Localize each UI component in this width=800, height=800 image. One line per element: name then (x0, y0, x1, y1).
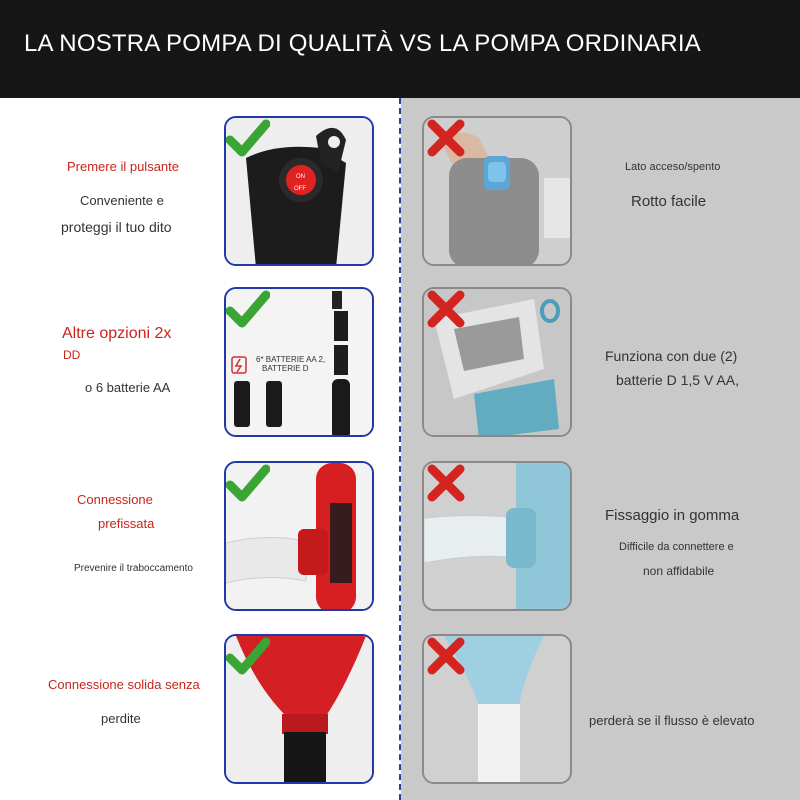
check-icon (226, 463, 270, 503)
row4-quality-pump-photo (224, 634, 374, 784)
row2-right-line1: Funziona con due (2) (605, 348, 738, 364)
row2-left-line1: o 6 batterie AA (85, 380, 171, 395)
row4-right-line1: perderà se il flusso è elevato (589, 713, 755, 728)
check-icon (226, 118, 270, 158)
row1-left-line1: Conveniente e (80, 193, 164, 208)
row2-left-heading: Altre opzioni 2x (62, 325, 172, 342)
row2-left-heading2: DD (63, 348, 81, 362)
page-title: LA NOSTRA POMPA DI QUALITÀ VS LA POMPA ORDINARIA (24, 30, 701, 57)
off-label: OFF (294, 186, 306, 192)
battery-caption-2: BATTERIE D (262, 364, 309, 373)
row1-quality-pump-photo (224, 116, 374, 266)
battery-caption-1: 6* BATTERIE AA 2, (256, 355, 326, 364)
header-bar (0, 0, 800, 98)
check-icon (226, 289, 270, 329)
row1-right-line1: Rotto facile (631, 193, 707, 210)
row1-ordinary-pump-photo (422, 116, 572, 266)
row4-left-heading: Connessione solida senza (48, 677, 200, 692)
row1-left-heading: Premere il pulsante (67, 159, 179, 174)
cross-icon (424, 636, 468, 676)
row3-left-heading: Connessione (77, 492, 153, 507)
row4-ordinary-pump-photo (422, 634, 572, 784)
row2-quality-pump-photo (224, 287, 374, 437)
row3-left-line1: Prevenire il traboccamento (74, 563, 193, 574)
row3-right-heading: Fissaggio in gomma (605, 507, 740, 524)
row2-right-line2: batterie D 1,5 V AA, (616, 372, 739, 388)
row3-left-heading2: prefissata (98, 516, 155, 531)
cross-icon (424, 463, 468, 503)
row3-right-line2: non affidabile (643, 564, 715, 578)
row3-right-line1: Difficile da connettere e (619, 541, 734, 553)
row2-ordinary-pump-photo (422, 287, 572, 437)
cross-icon (424, 289, 468, 329)
center-divider (399, 98, 401, 800)
row3-ordinary-pump-photo (422, 461, 572, 611)
row1-left-line2: proteggi il tuo dito (61, 219, 172, 235)
row3-quality-pump-photo (224, 461, 374, 611)
check-icon (226, 636, 270, 676)
on-label: ON (296, 174, 305, 180)
row4-left-line1: perdite (101, 711, 141, 726)
row1-right-heading: Lato acceso/spento (625, 161, 721, 173)
cross-icon (424, 118, 468, 158)
